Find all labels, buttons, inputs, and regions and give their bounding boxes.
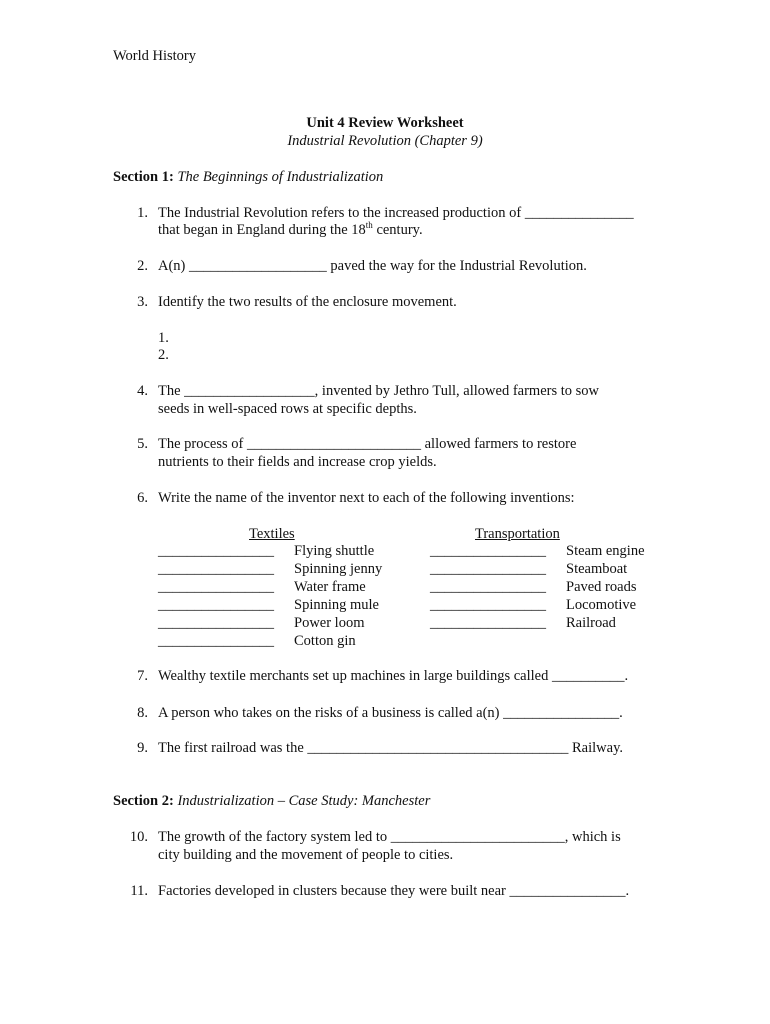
section1-heading: [113, 168, 383, 186]
transportation-item: Steam engine: [566, 543, 645, 559]
transportation-blank: ________________: [430, 543, 546, 559]
section2-label: Section 2:: [113, 793, 174, 809]
section1-label: Section 1:: [113, 169, 174, 185]
q6-text: Write the name of the inventor next to each of the following inventions:: [158, 490, 575, 506]
q9-text: The first railroad was the ____________________________________ Railway.: [158, 740, 624, 756]
q5-text-line2: nutrients to their fields and increase crop yields.: [158, 454, 437, 470]
q7-number: 7.: [137, 668, 148, 684]
q6-number: 6.: [137, 490, 148, 506]
q10-text-line1: The growth of the factory system led to ________________________, which is: [158, 829, 621, 845]
textiles-blank: ________________: [158, 597, 274, 613]
q1-text-line2: that began in England during the 18th century.: [158, 220, 423, 238]
q3-answer-1: 1.: [158, 330, 169, 346]
q8-number: 8.: [137, 705, 148, 721]
worksheet-title: Unit 4 Review Worksheet: [306, 115, 464, 131]
q4-text-line2: seeds in well-spaced rows at specific depths.: [158, 401, 417, 417]
q1-text-line1: The Industrial Revolution refers to the increased production of _______________: [158, 205, 634, 221]
textiles-item: Spinning mule: [294, 597, 379, 613]
textiles-item: Power loom: [294, 615, 365, 631]
section2-name: Industrialization – Case Study: Manchester: [177, 793, 431, 809]
textiles-blank: ________________: [158, 561, 274, 577]
section2-heading: [113, 792, 430, 810]
q5-text-line1: The process of ________________________ allowed farmers to restore: [158, 436, 577, 452]
transportation-item: Paved roads: [566, 579, 637, 595]
transportation-heading: Transportation: [475, 526, 560, 542]
q3-answer-2: 2.: [158, 347, 169, 363]
transportation-blank: ________________: [430, 615, 546, 631]
textiles-item: Cotton gin: [294, 633, 356, 649]
q4-number: 4.: [137, 383, 148, 399]
section1-name: The Beginnings of Industrialization: [177, 169, 384, 185]
worksheet-subtitle: Industrial Revolution (Chapter 9): [287, 133, 483, 149]
transportation-item: Railroad: [566, 615, 616, 631]
transportation-blank: ________________: [430, 597, 546, 613]
q8-text: A person who takes on the risks of a business is called a(n) ________________.: [158, 705, 623, 721]
q2-text: A(n) ___________________ paved the way for the Industrial Revolution.: [158, 258, 587, 274]
course-name: World History: [113, 48, 197, 64]
q11-text: Factories developed in clusters because they were built near ________________.: [158, 883, 630, 899]
textiles-blank: ________________: [158, 615, 274, 631]
q11-number: 11.: [130, 883, 148, 899]
transportation-item: Steamboat: [566, 561, 628, 577]
textiles-heading: Textiles: [249, 526, 295, 542]
textiles-blank: ________________: [158, 579, 274, 595]
q5-number: 5.: [137, 436, 148, 452]
transportation-blank: ________________: [430, 579, 546, 595]
textiles-blank: ________________: [158, 543, 274, 559]
textiles-item: Spinning jenny: [294, 561, 383, 577]
textiles-item: Water frame: [294, 579, 366, 595]
q3-number: 3.: [137, 294, 148, 310]
q3-text: Identify the two results of the enclosure movement.: [158, 294, 457, 310]
textiles-blank: ________________: [158, 633, 274, 649]
q9-number: 9.: [137, 740, 148, 756]
transportation-item: Locomotive: [566, 597, 637, 613]
q2-number: 2.: [137, 258, 148, 274]
textiles-item: Flying shuttle: [294, 543, 375, 559]
transportation-blank: ________________: [430, 561, 546, 577]
q10-text-line2: city building and the movement of people to cities.: [158, 847, 454, 863]
q10-number: 10.: [129, 829, 148, 845]
q1-number: 1.: [137, 205, 148, 221]
q7-text: Wealthy textile merchants set up machines in large buildings called __________.: [158, 668, 629, 684]
q4-text-line1: The __________________, invented by Jethro Tull, allowed farmers to sow: [158, 383, 599, 399]
